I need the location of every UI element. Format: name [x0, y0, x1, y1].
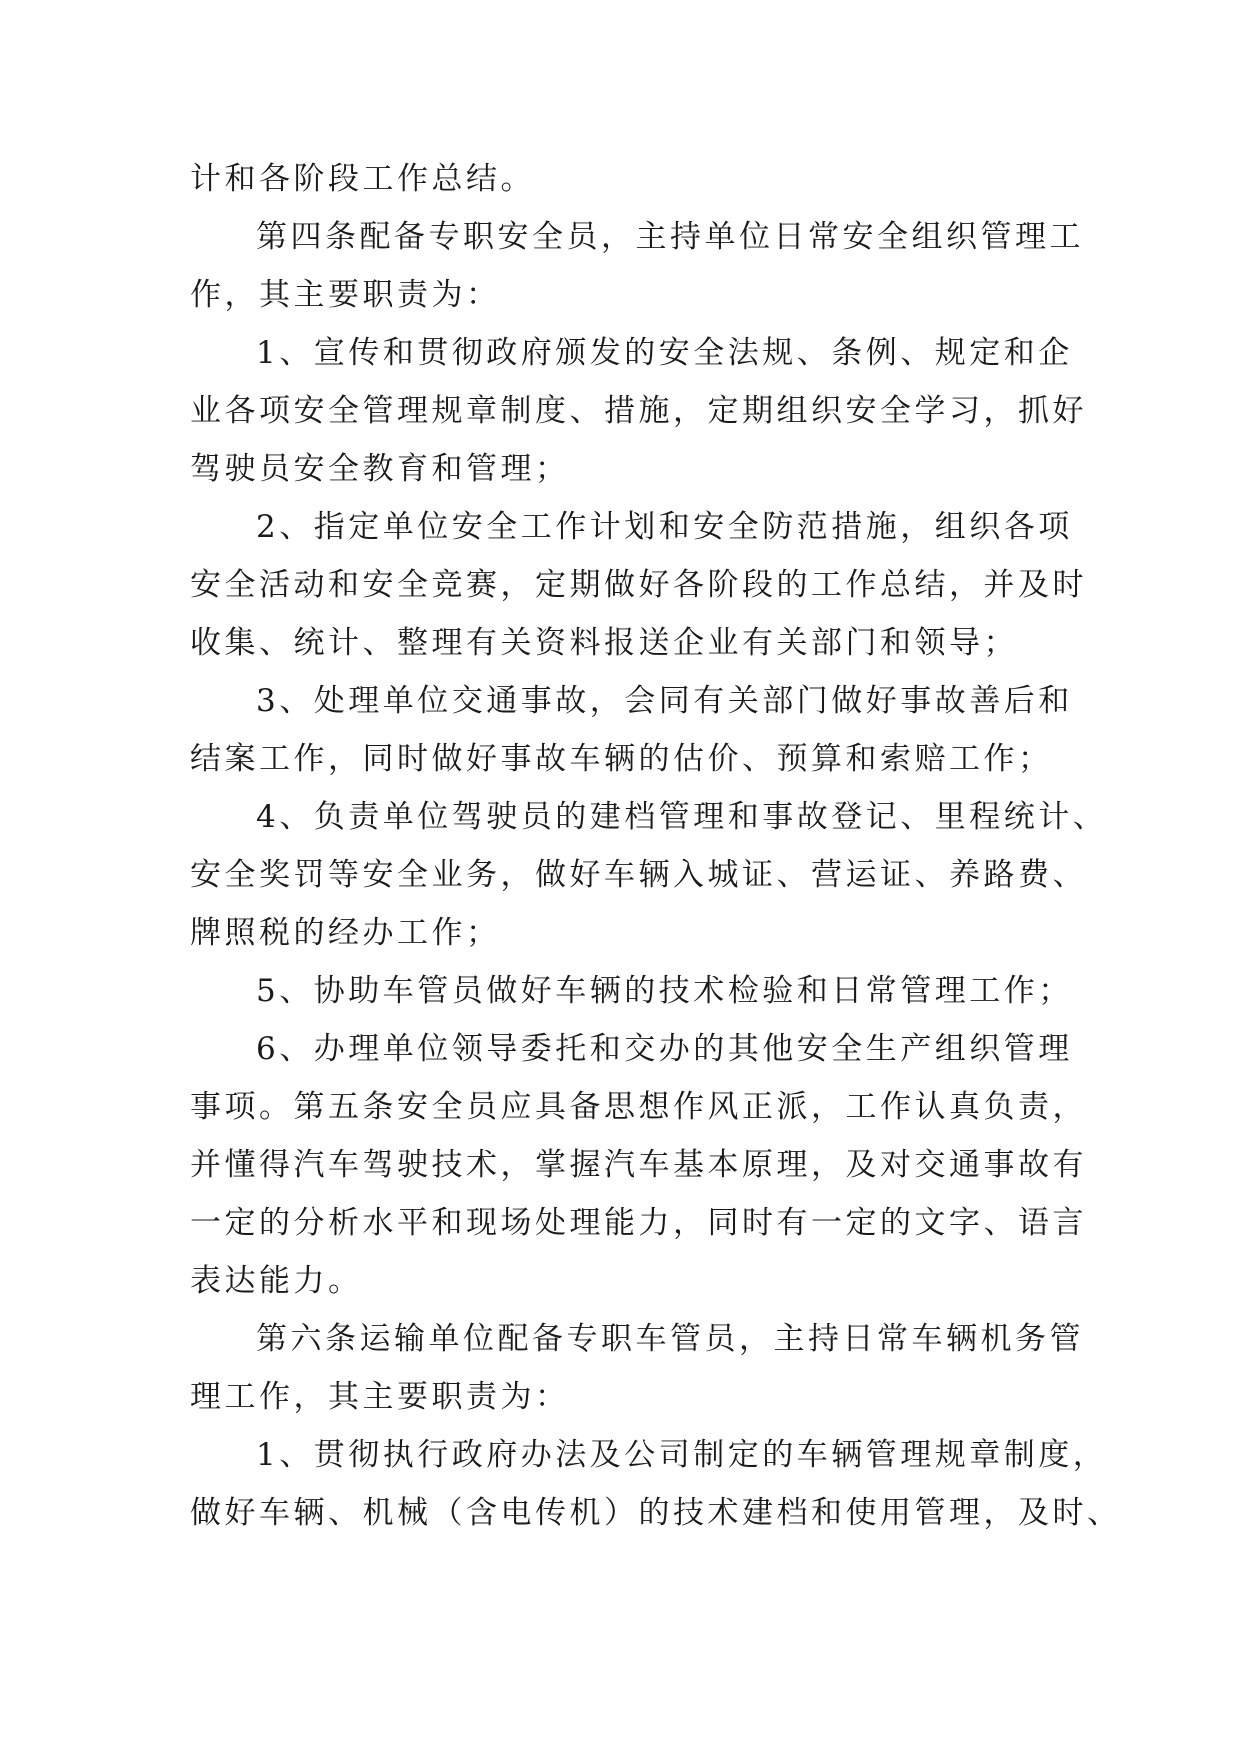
text-line: 作，其主要职责为：	[190, 277, 501, 313]
text-line: 1、宣传和贯彻政府颁发的安全法规、条例、规定和企	[256, 335, 1073, 371]
text-line: 1、贯彻执行政府办法及公司制定的车辆管理规章制度，	[256, 1437, 1108, 1473]
text-line: 5、协助车管员做好车辆的技术检验和日常管理工作；	[256, 973, 1073, 1009]
text-line: 6、办理单位领导委托和交办的其他安全生产组织管理	[256, 1031, 1073, 1067]
text-line: 安全活动和安全竞赛，定期做好各阶段的工作总结，并及时	[190, 567, 1087, 603]
text-line: 业各项安全管理规章制度、措施，定期组织安全学习，抓好	[190, 393, 1087, 429]
text-line: 表达能力。	[190, 1263, 363, 1299]
text-line: 计和各阶段工作总结。	[190, 161, 535, 197]
text-line: 并懂得汽车驾驶技术，掌握汽车基本原理，及对交通事故有	[190, 1147, 1087, 1183]
text-line: 一定的分析水平和现场处理能力，同时有一定的文字、语言	[190, 1205, 1087, 1241]
text-line: 第六条运输单位配备专职车管员，主持日常车辆机务管	[256, 1321, 1084, 1357]
text-line: 牌照税的经办工作；	[190, 915, 501, 951]
text-line: 结案工作，同时做好事故车辆的估价、预算和索赔工作；	[190, 741, 1053, 777]
text-line: 4、负责单位驾驶员的建档管理和事故登记、里程统计、	[256, 799, 1108, 835]
text-line: 2、指定单位安全工作计划和安全防范措施，组织各项	[256, 509, 1073, 545]
text-line: 收集、统计、整理有关资料报送企业有关部门和领导；	[190, 625, 1018, 661]
text-line: 理工作，其主要职责为：	[190, 1379, 570, 1415]
text-line: 安全奖罚等安全业务，做好车辆入城证、营运证、养路费、	[190, 857, 1087, 893]
document-body	[190, 150, 1122, 1542]
text-line: 第四条配备专职安全员，主持单位日常安全组织管理工	[256, 219, 1084, 255]
text-line: 3、处理单位交通事故，会同有关部门做好事故善后和	[256, 683, 1073, 719]
text-line: 事项。第五条安全员应具备思想作风正派，工作认真负责，	[190, 1089, 1087, 1125]
text-line: 驾驶员安全教育和管理；	[190, 451, 570, 487]
text-line: 做好车辆、机械（含电传机）的技术建档和使用管理，及时、	[190, 1495, 1122, 1531]
